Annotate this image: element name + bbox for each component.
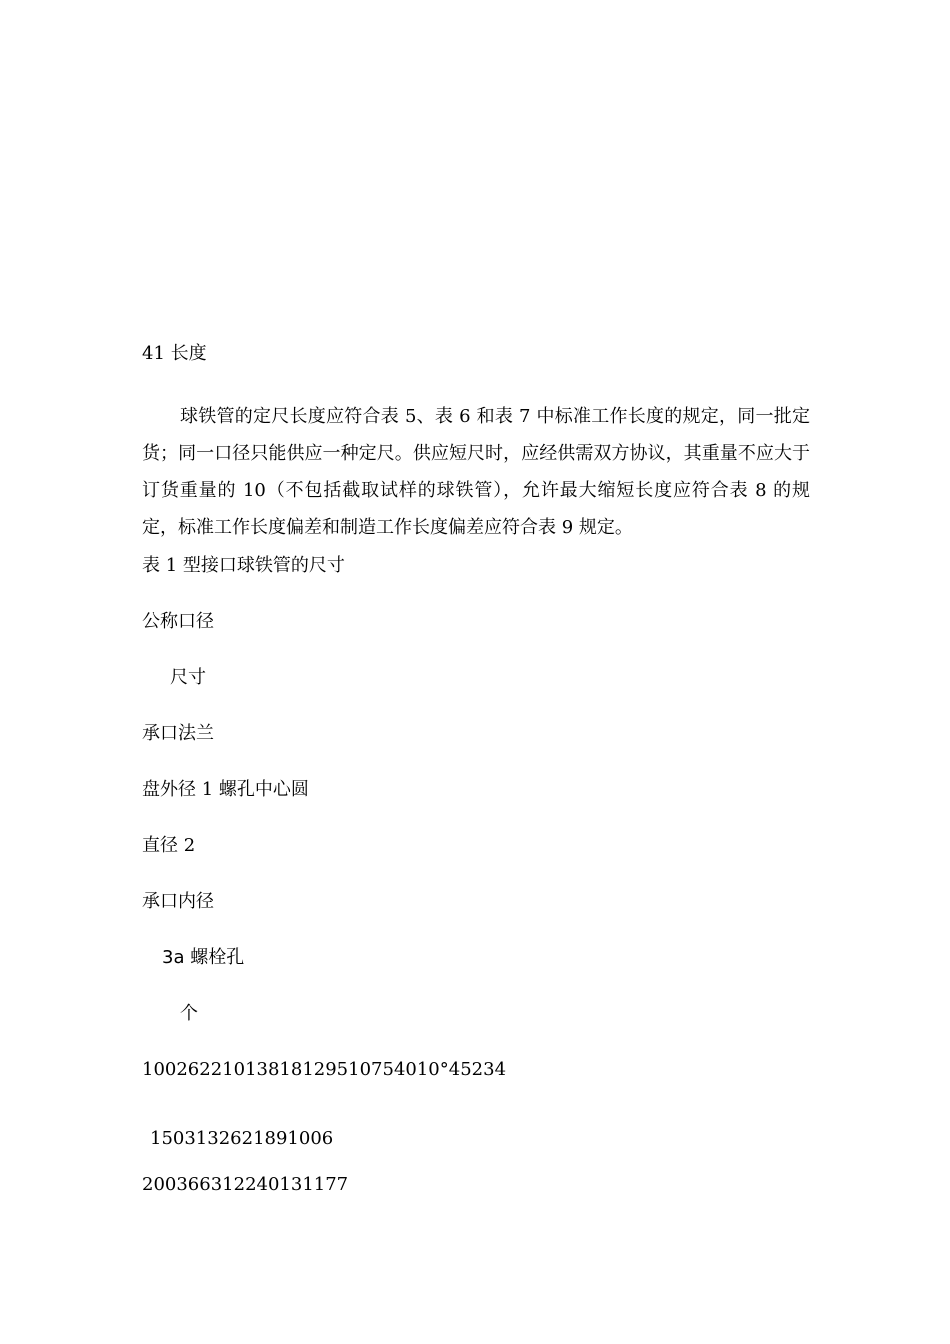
header-dimensions: 尺寸: [170, 667, 206, 688]
table-row-1: 10026221013818129510754010°45234: [142, 1059, 507, 1080]
table-title: 表 1 型接口球铁管的尺寸: [142, 555, 345, 576]
table-row-3: 200366312240131177: [142, 1174, 349, 1195]
header-socket-flange: 承口法兰: [142, 723, 214, 744]
header-nominal-diameter: 公称口径: [142, 611, 214, 632]
header-flange-outer: 盘外径 1 螺孔中心圆: [142, 779, 309, 800]
header-bolt-hole: 3a 螺栓孔: [162, 947, 245, 968]
header-count: 个: [180, 1003, 198, 1024]
body-paragraph: 球铁管的定尺长度应符合表 5、表 6 和表 7 中标准工作长度的规定，同一批定货；同一口径只能供应一种定尺。供应短尺时，应经供需双方协议，其重量不应大于订货重量的 10（不包括截取试样的球铁管），允许最大缩短长度应符合表 8 的规定，标准工作长度偏差和制造工作长度偏差应符合表 9 规定。: [142, 406, 810, 538]
section-heading: 41 长度: [142, 343, 207, 364]
header-diameter-2: 直径 2: [142, 835, 196, 856]
header-socket-inner: 承口内径: [142, 891, 214, 912]
table-row-2: 1503132621891006: [150, 1128, 334, 1149]
